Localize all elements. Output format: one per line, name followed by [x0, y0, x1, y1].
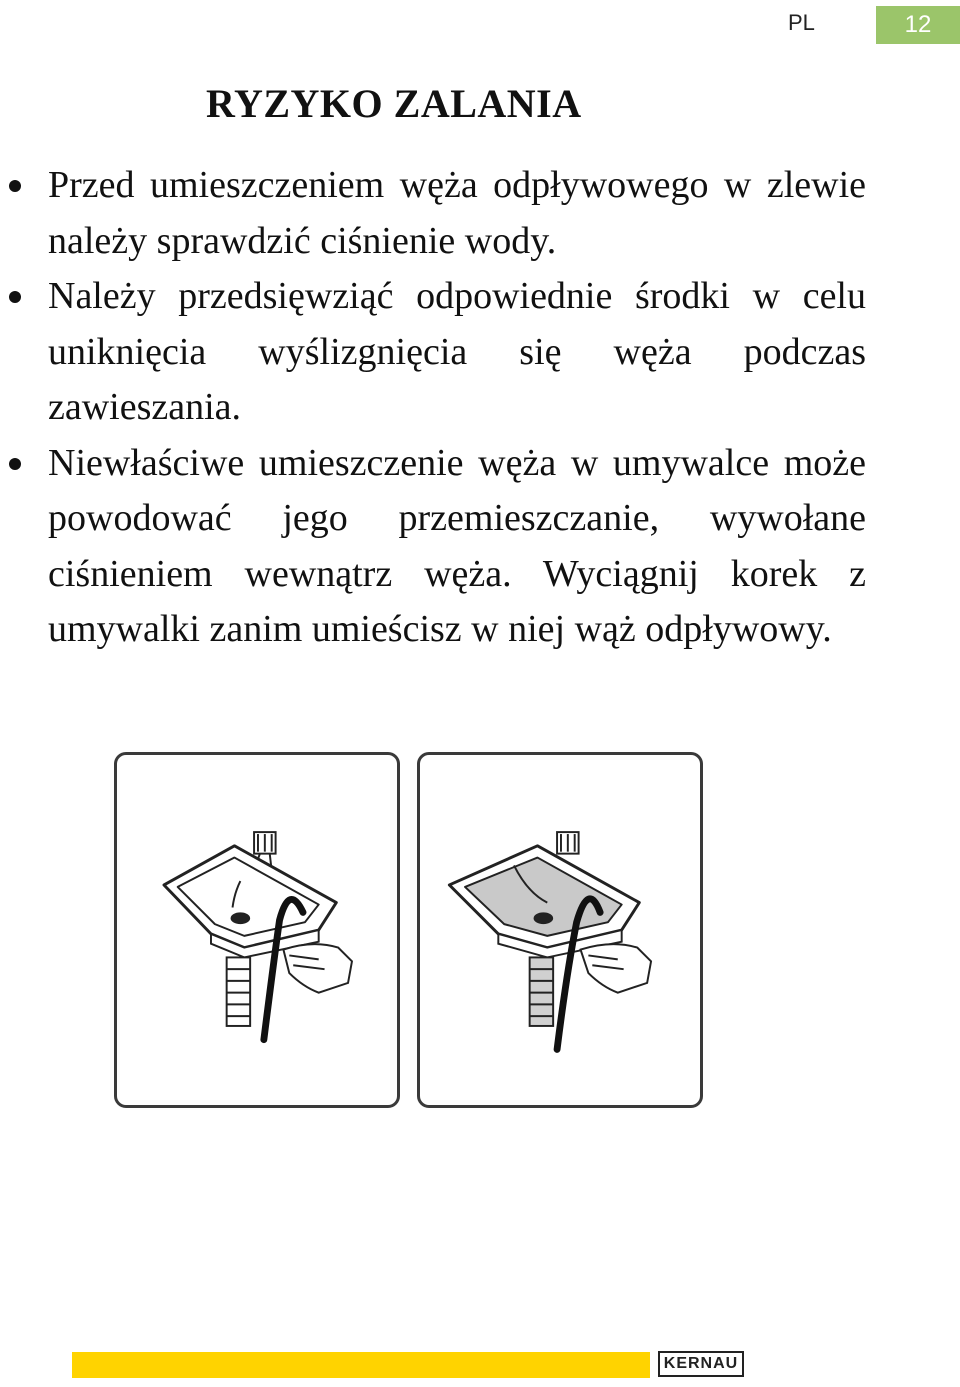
list-item: [48, 269, 866, 436]
footer-accent-bar: [72, 1352, 650, 1378]
bullet-icon: [9, 180, 21, 192]
list-item: [48, 436, 866, 658]
warning-list: [48, 158, 866, 658]
language-code: PL: [788, 10, 815, 35]
sink-drain-hose-illustration-icon: [117, 755, 397, 1105]
list-item-text: Przed umieszczeniem węża odpływowego w zlewie należy sprawdzić ciśnienie wody.: [48, 164, 866, 262]
brand-logo-text: KERNAU: [663, 1355, 739, 1372]
list-item-text: Niewłaściwe umieszczenie węża w umywalce może powodować jego przemieszczanie, wywołane ciśnieniem wewnątrz węża. Wyciągnij korek z umywalki zanim umieścisz w niej wąż odpływowy.: [48, 441, 866, 650]
illustration-sink-filled: [417, 752, 703, 1108]
section-title: RYZYKO ZALANIA: [206, 81, 582, 126]
brand-logo: [658, 1351, 744, 1377]
list-item: [48, 158, 866, 269]
page-number: 12: [904, 11, 932, 38]
bullet-icon: [9, 291, 21, 303]
page-number-badge: [876, 6, 960, 44]
sink-drain-hose-illustration-icon: [420, 755, 700, 1105]
list-item-text: Należy przedsięwziąć odpowiednie środki w celu uniknięcia wyślizgnięcia się węża podczas zawieszania.: [48, 275, 866, 428]
bullet-icon: [9, 458, 21, 470]
illustration-sink-empty: [114, 752, 400, 1108]
